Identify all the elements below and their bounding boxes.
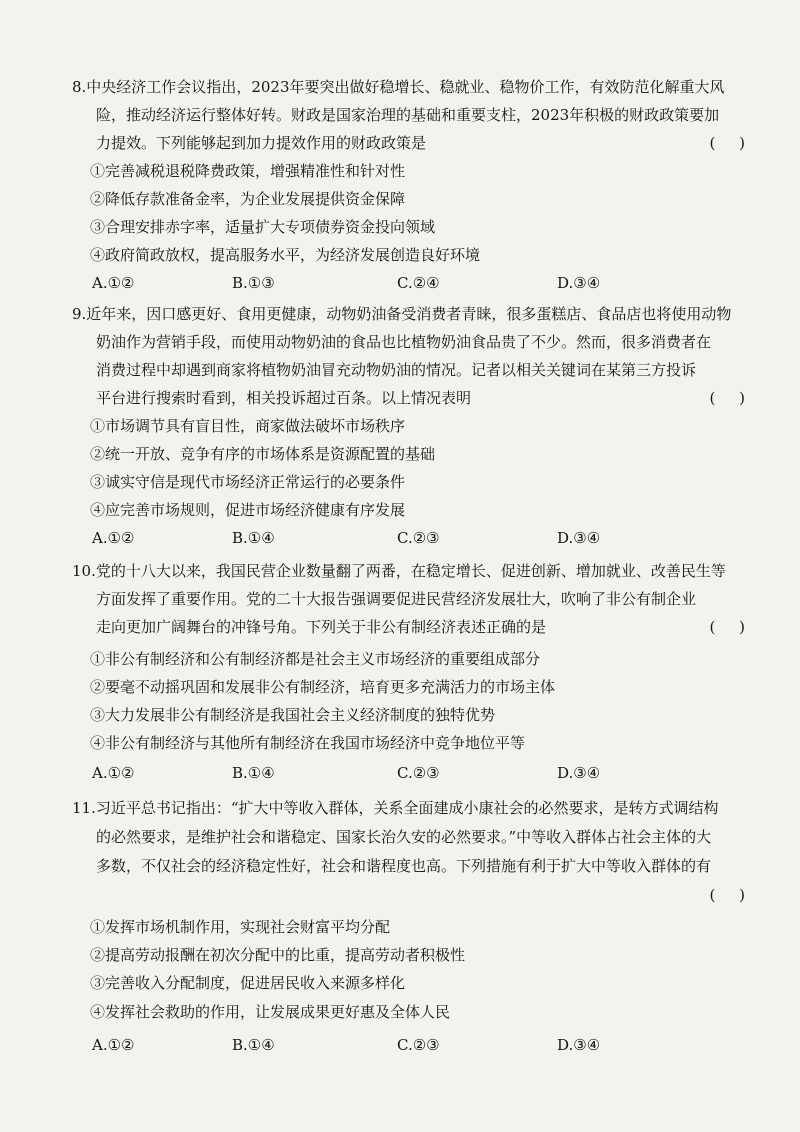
option-a[interactable]: A.①② bbox=[92, 529, 135, 547]
statement-item: ④政府简政放权，提高服务水平，为经济发展创造良好环境 bbox=[90, 246, 481, 264]
statement-item: ①完善减税退税降费政策，增强精准性和针对性 bbox=[90, 162, 406, 180]
statement-item: ①非公有制经济和公有制经济都是社会主义市场经济的重要组成部分 bbox=[90, 650, 541, 668]
statement-item: ③合理安排赤字率，适量扩大专项债券资金投向领域 bbox=[90, 218, 436, 236]
statement-item: ②降低存款准备金率，为企业发展提供资金保障 bbox=[90, 190, 406, 208]
statement-item: ④应完善市场规则，促进市场经济健康有序发展 bbox=[90, 501, 406, 519]
question-stem-line: 力提效。下列能够起到加力提效作用的财政政策是 bbox=[96, 134, 427, 152]
option-b[interactable]: B.①④ bbox=[232, 1036, 275, 1054]
question-stem-line: 方面发挥了重要作用。党的二十大报告强调要促进民营经济发展壮大，吹响了非公有制企业 bbox=[96, 590, 697, 608]
statement-item: ③诚实守信是现代市场经济正常运行的必要条件 bbox=[90, 473, 406, 491]
statement-item: ①发挥市场机制作用，实现社会财富平均分配 bbox=[90, 918, 391, 936]
question-stem-line: 8.中央经济工作会议指出，2023年要突出做好稳增长、稳就业、稳物价工作，有效防范化解重大风 bbox=[72, 78, 725, 96]
option-a[interactable]: A.①② bbox=[92, 764, 135, 782]
answer-bracket: ( ) bbox=[709, 134, 745, 152]
statement-item: ②提高劳动报酬在初次分配中的比重，提高劳动者积极性 bbox=[90, 946, 466, 964]
question-stem-line: 走向更加广阔舞台的冲锋号角。下列关于非公有制经济表述正确的是 bbox=[96, 618, 547, 636]
question-stem-line: 9.近年来，因口感更好、食用更健康，动物奶油备受消费者青睐，很多蛋糕店、食品店也将使用动物 bbox=[72, 305, 732, 323]
option-b[interactable]: B.①④ bbox=[232, 764, 275, 782]
statement-item: ④发挥社会救助的作用，让发展成果更好惠及全体人民 bbox=[90, 1003, 451, 1021]
option-a[interactable]: A.①② bbox=[92, 274, 135, 292]
question-stem-line: 奶油作为营销手段，而使用动物奶油的食品也比植物奶油食品贵了不少。然而，很多消费者在 bbox=[96, 333, 712, 351]
option-d[interactable]: D.③④ bbox=[557, 529, 601, 547]
statement-item: ②要毫不动摇巩固和发展非公有制经济，培育更多充满活力的市场主体 bbox=[90, 678, 556, 696]
question-stem-line: 10.党的十八大以来，我国民营企业数量翻了两番，在稳定增长、促进创新、增加就业、改善民生等 bbox=[72, 562, 726, 580]
question-stem-line: 平台进行搜索时看到，相关投诉超过百条。以上情况表明 bbox=[96, 389, 472, 407]
option-d[interactable]: D.③④ bbox=[557, 274, 601, 292]
option-b[interactable]: B.①③ bbox=[232, 274, 275, 292]
option-d[interactable]: D.③④ bbox=[557, 1036, 601, 1054]
question-stem-line: 的必然要求，是维护社会和谐稳定、国家长治久安的必然要求。”中等收入群体占社会主体的大 bbox=[96, 828, 712, 846]
statement-item: ③大力发展非公有制经济是我国社会主义经济制度的独特优势 bbox=[90, 706, 496, 724]
question-stem-line: 多数，不仅社会的经济稳定性好，社会和谐程度也高。下列措施有利于扩大中等收入群体的有 bbox=[96, 857, 712, 875]
question-stem-line: 险，推动经济运行整体好转。财政是国家治理的基础和重要支柱，2023年积极的财政政策要加 bbox=[96, 106, 720, 124]
option-b[interactable]: B.①④ bbox=[232, 529, 275, 547]
answer-bracket: ( ) bbox=[709, 886, 745, 904]
option-c[interactable]: C.②④ bbox=[397, 274, 440, 292]
statement-item: ①市场调节具有盲目性，商家做法破坏市场秩序 bbox=[90, 417, 406, 435]
statement-item: ②统一开放、竞争有序的市场体系是资源配置的基础 bbox=[90, 445, 436, 463]
question-stem-line: 11.习近平总书记指出：“扩大中等收入群体，关系全面建成小康社会的必然要求，是转方式调结构 bbox=[72, 799, 719, 817]
answer-bracket: ( ) bbox=[709, 618, 745, 636]
option-d[interactable]: D.③④ bbox=[557, 764, 601, 782]
statement-item: ④非公有制经济与其他所有制经济在我国市场经济中竞争地位平等 bbox=[90, 734, 526, 752]
statement-item: ③完善收入分配制度，促进居民收入来源多样化 bbox=[90, 974, 406, 992]
question-stem-line: 消费过程中却遇到商家将植物奶油冒充动物奶油的情况。记者以相关关键词在某第三方投诉 bbox=[96, 361, 697, 379]
option-c[interactable]: C.②③ bbox=[397, 529, 440, 547]
option-c[interactable]: C.②③ bbox=[397, 764, 440, 782]
option-a[interactable]: A.①② bbox=[92, 1036, 135, 1054]
answer-bracket: ( ) bbox=[709, 389, 745, 407]
option-c[interactable]: C.②③ bbox=[397, 1036, 440, 1054]
